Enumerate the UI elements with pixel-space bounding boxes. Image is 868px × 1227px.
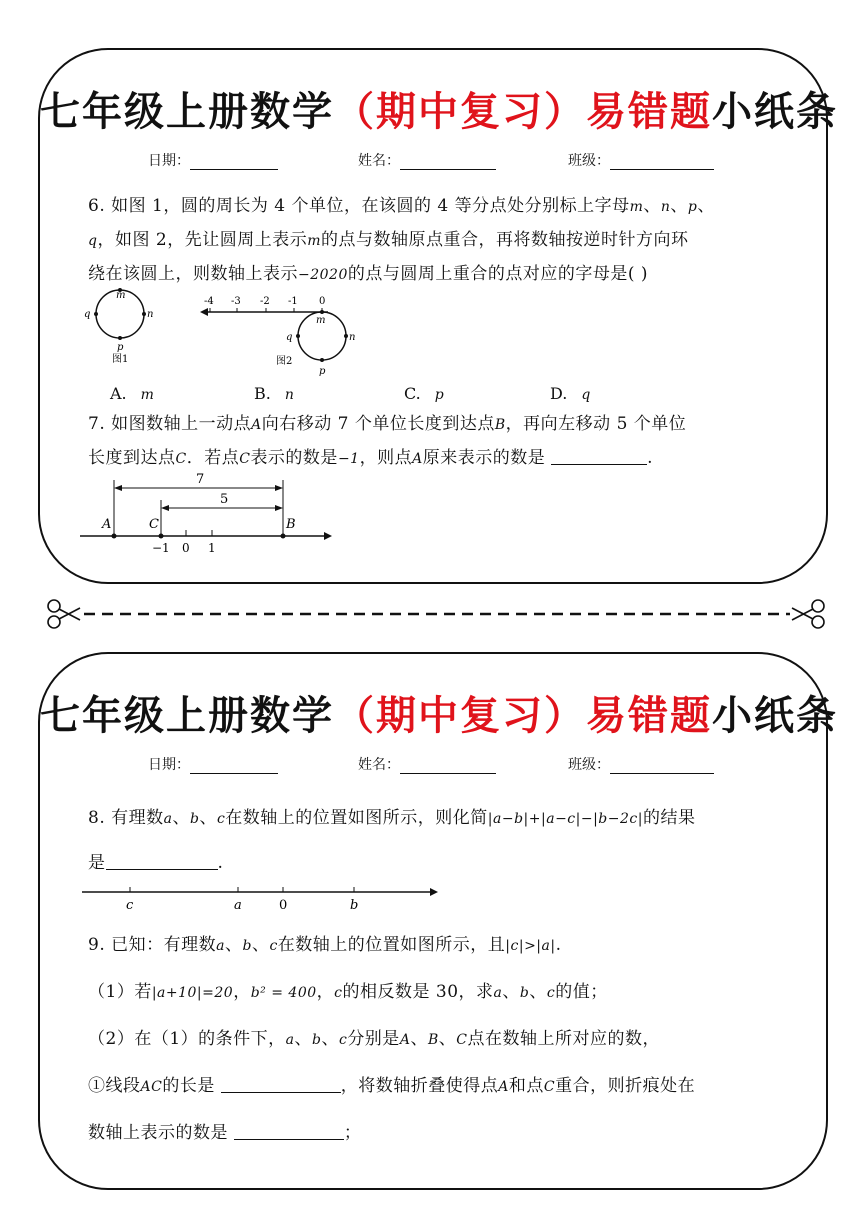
tick-label: 0 [182, 541, 190, 555]
label-5: 5 [220, 492, 229, 507]
option-b[interactable]: B. n [254, 384, 294, 403]
q8-line-1: 8. 有理数a、b、c在数轴上的位置如图所示，则化简|a−b|+|a−c|−|b−2c|的结果 [88, 808, 696, 828]
name-blank[interactable] [400, 759, 496, 774]
name-blank[interactable] [400, 155, 496, 170]
q9-part-2-1: ①线段AC的长是 ，将数轴折叠使得点A和点C重合，则折痕处在 [88, 1076, 696, 1096]
label-c: C [149, 517, 159, 532]
point-p [118, 336, 122, 340]
name-field [358, 150, 496, 170]
date-label: 日期： [148, 153, 190, 169]
q9-crease-blank[interactable] [234, 1121, 344, 1140]
date-field [148, 754, 278, 774]
tick-label: -4 [204, 296, 214, 307]
q8-answer-blank[interactable] [106, 851, 218, 870]
label-p: p [117, 342, 124, 353]
q6-line-2: q，如图 2，先让圆周上表示m的点与数轴原点重合，再将数轴按逆时针方向环 [88, 230, 689, 250]
q9-part-1: （1）若|a+10|=20，b² = 400，c的相反数是 30，求a、b、c的值； [88, 982, 608, 1002]
q8-figure [82, 882, 452, 918]
title-part-1: 七年级上册数学 [40, 88, 334, 135]
point-c [159, 534, 164, 539]
title-part-2: （期中复习）易错题 [334, 88, 712, 135]
figure-1-caption: 图1 [112, 354, 129, 365]
label-n: n [147, 309, 154, 320]
title-part-3: 小纸条 [712, 88, 838, 135]
arrow-right-icon [430, 888, 438, 896]
title-part-1: 七年级上册数学 [40, 692, 334, 739]
class-label: 班级： [568, 153, 610, 169]
tick-label: -2 [260, 296, 270, 307]
class-blank[interactable] [610, 759, 714, 774]
cut-line [0, 596, 868, 632]
q7-figure [80, 470, 340, 558]
label-b: B [286, 517, 296, 532]
q6-line-1: 6. 如图 1，圆的周长为 4 个单位，在该圆的 4 等分点处分别标上字母m、n、p、 [88, 196, 715, 216]
scissors-icon [48, 600, 80, 628]
date-blank[interactable] [190, 155, 278, 170]
paper-slip-2 [38, 652, 838, 1190]
tick-label: 1 [208, 541, 216, 555]
arrow-right-icon [324, 532, 332, 540]
q6-figure-1 [82, 286, 162, 366]
label-7: 7 [196, 472, 205, 487]
label-0: 0 [279, 898, 288, 913]
slip-title [40, 684, 838, 741]
q9-line-1: 9. 已知：有理数a、b、c在数轴上的位置如图所示，且|c|>|a|. [88, 935, 562, 955]
label-q: q [84, 309, 91, 320]
question-7 [88, 408, 786, 476]
label-b: b [350, 898, 359, 913]
q7-answer-blank[interactable] [551, 446, 647, 465]
question-9 [88, 922, 786, 1156]
name-label: 姓名： [358, 153, 400, 169]
point-b [281, 534, 286, 539]
point-q [94, 312, 98, 316]
class-label: 班级： [568, 757, 610, 773]
class-field [568, 150, 714, 170]
title-part-2: （期中复习）易错题 [334, 692, 712, 739]
class-field [568, 754, 714, 774]
title-part-3: 小纸条 [712, 692, 838, 739]
slip-title [40, 80, 838, 137]
q9-part-2: （2）在（1）的条件下，a、b、c分别是A、B、C点在数轴上所对应的数， [88, 1029, 660, 1049]
question-6 [88, 190, 786, 292]
label-m: m [116, 290, 126, 301]
q7-line-1: 7. 如图数轴上一动点A向右移动 7 个单位长度到达点B，再向左移动 5 个单位 [88, 414, 687, 434]
label-m: m [316, 315, 326, 326]
figure-2-caption: 图2 [276, 356, 293, 367]
q8-line-2: 是 . [88, 853, 224, 873]
option-a[interactable]: A. m [110, 384, 154, 403]
option-c[interactable]: C. p [404, 384, 444, 403]
class-blank[interactable] [610, 155, 714, 170]
label-p: p [319, 366, 326, 377]
date-blank[interactable] [190, 759, 278, 774]
label-a: A [102, 517, 112, 532]
date-field [148, 150, 278, 170]
date-label: 日期： [148, 757, 190, 773]
point-a [112, 534, 117, 539]
label-a: a [234, 898, 242, 913]
tick-label: -1 [288, 296, 298, 307]
question-8 [88, 796, 786, 885]
tick-label: −1 [152, 541, 170, 555]
option-d[interactable]: D. q [550, 384, 591, 403]
q9-part-2-1-cont: 数轴上表示的数是 ； [88, 1123, 362, 1143]
q7-line-2: 长度到达点C．若点C表示的数是−1，则点A原来表示的数是 . [88, 448, 654, 468]
name-field [358, 754, 496, 774]
label-q: q [286, 332, 293, 343]
q9-ac-length-blank[interactable] [221, 1074, 341, 1093]
paper-slip-1 [38, 48, 838, 584]
q6-figure-2 [200, 290, 360, 380]
tick-label: -3 [231, 296, 241, 307]
scissors-icon [792, 600, 824, 628]
point-n [142, 312, 146, 316]
label-c: c [126, 898, 134, 913]
name-label: 姓名： [358, 757, 400, 773]
label-n: n [349, 332, 356, 343]
arrow-left-icon [200, 308, 208, 316]
q6-line-3: 绕在该圆上，则数轴上表示−2020的点与圆周上重合的点对应的字母是( ) [88, 264, 649, 284]
tick-label: 0 [319, 296, 326, 307]
